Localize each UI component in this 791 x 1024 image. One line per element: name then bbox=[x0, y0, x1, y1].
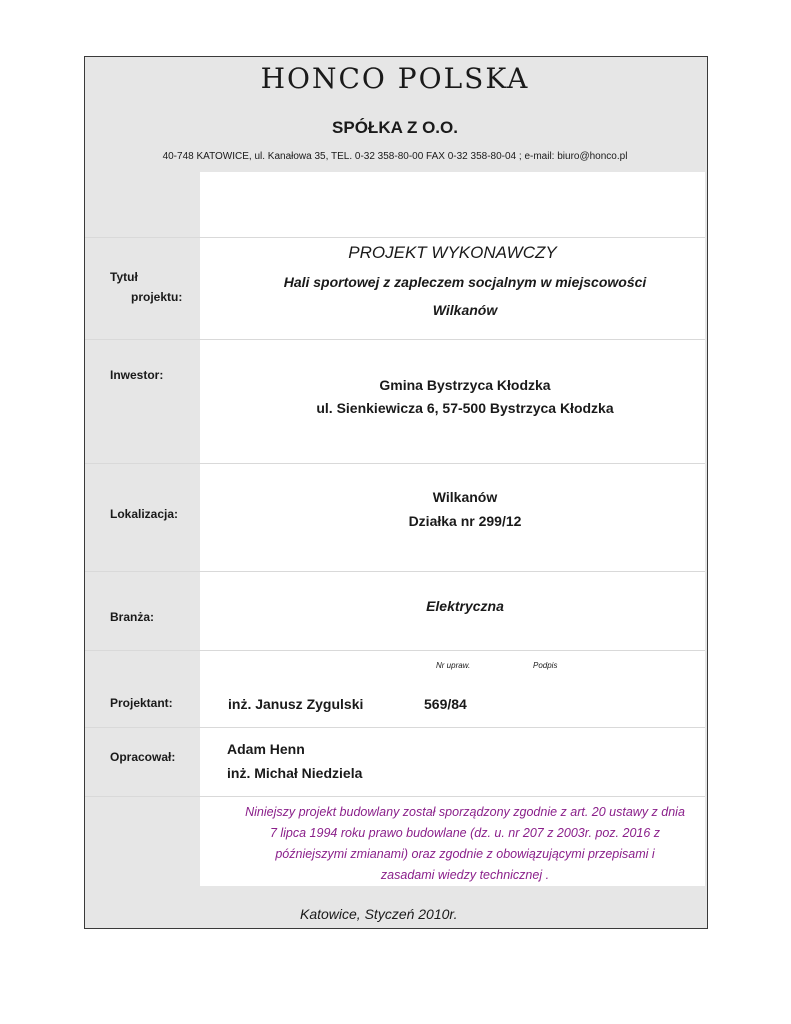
branch-name: Elektryczna bbox=[426, 598, 504, 614]
section-divider bbox=[85, 339, 705, 340]
legal-note-line1: Niniejszy projekt budowlany został sporządzony zgodnie z art. 20 ustawy z dnia bbox=[245, 805, 685, 819]
location-place: Wilkanów bbox=[432, 489, 498, 505]
label-designer: Projektant: bbox=[110, 696, 173, 710]
place-and-date: Katowice, Styczeń 2010r. bbox=[300, 906, 458, 922]
designer-permit-number: 569/84 bbox=[424, 696, 467, 712]
label-title-line2: projektu: bbox=[131, 290, 183, 304]
label-branch: Branża: bbox=[110, 610, 155, 624]
designer-name: inż. Janusz Zygulski bbox=[228, 696, 364, 712]
project-subtitle-line2: Wilkanów bbox=[432, 302, 498, 318]
company-name: HONCO POLSKA bbox=[260, 62, 530, 95]
legal-note-line4: zasadami wiedzy technicznej . bbox=[380, 868, 550, 882]
company-type: SPÓŁKA Z O.O. bbox=[332, 118, 458, 137]
project-subtitle-line1: Hali sportowej z zapleczem socjalnym w miejscowości bbox=[283, 274, 647, 290]
section-divider bbox=[85, 463, 705, 464]
prepared-person-1: Adam Henn bbox=[227, 741, 305, 757]
label-prepared: Opracował: bbox=[110, 750, 176, 764]
label-investor: Inwestor: bbox=[110, 368, 164, 382]
prepared-person-2: inż. Michał Niedziela bbox=[227, 765, 363, 781]
section-divider bbox=[85, 571, 705, 572]
legal-note-line2: 7 lipca 1994 roku prawo budowlane (dz. u. nr 207 z 2003r. poz. 2016 z bbox=[269, 826, 661, 840]
permit-number-header: Nr upraw. bbox=[436, 661, 471, 670]
investor-address: ul. Sienkiewicza 6, 57-500 Bystrzyca Kłodzka bbox=[316, 400, 614, 416]
company-address: 40-748 KATOWICE, ul. Kanałowa 35, TEL. 0-32 358-80-00 FAX 0-32 358-80-04 ; e-mail: biuro@honco.pl bbox=[162, 151, 628, 162]
section-divider bbox=[85, 650, 705, 651]
legal-note-line3: późniejszymi zmianami) oraz zgodnie z obowiązującymi przepisami i bbox=[275, 847, 655, 861]
section-divider bbox=[85, 237, 705, 238]
label-location: Lokalizacja: bbox=[110, 507, 179, 521]
section-divider bbox=[85, 727, 705, 728]
section-divider bbox=[85, 796, 705, 797]
location-plot: Działka nr 299/12 bbox=[408, 513, 522, 529]
project-title: PROJEKT WYKONAWCZY bbox=[348, 243, 557, 262]
label-title-line1: Tytuł bbox=[110, 270, 138, 284]
investor-name: Gmina Bystrzyca Kłodzka bbox=[379, 377, 551, 393]
signature-header: Podpis bbox=[533, 661, 558, 670]
